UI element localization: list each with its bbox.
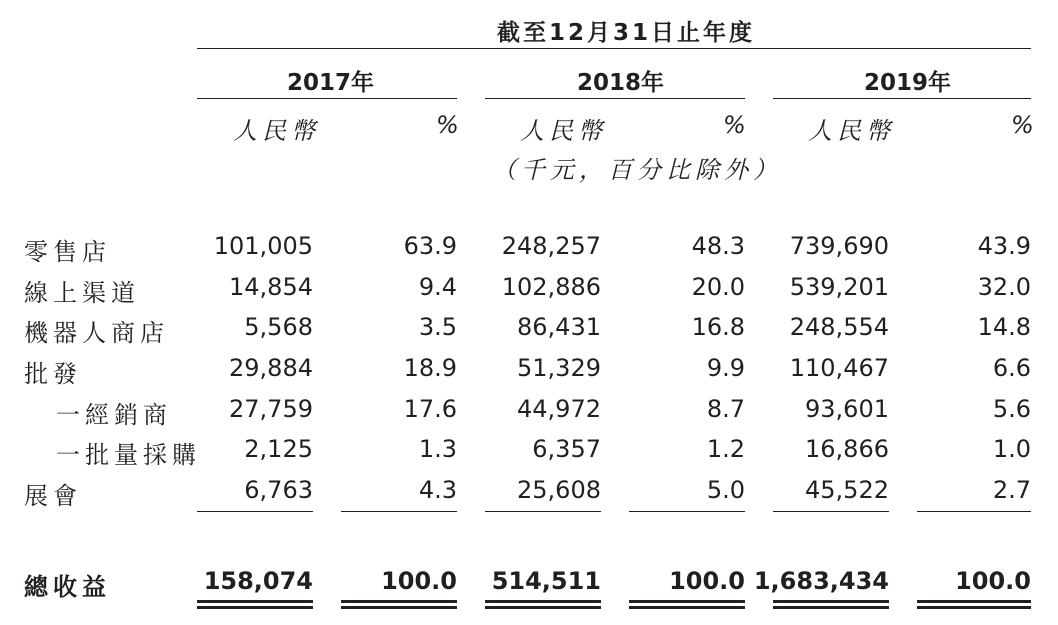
total-double-rule-2019-amount bbox=[773, 600, 889, 609]
cell-2018-pct: 48.3 bbox=[691, 232, 745, 260]
row-label: 線上渠道 bbox=[24, 279, 140, 307]
cell-2019-pct: 14.8 bbox=[977, 313, 1031, 341]
row-label: 展會 bbox=[24, 482, 82, 510]
cell-2018-pct: 1.2 bbox=[706, 435, 745, 463]
row-label: 一批量採購 bbox=[56, 441, 201, 469]
year-2017-rule bbox=[197, 98, 457, 99]
total-2019-amount: 1,683,434 bbox=[753, 567, 889, 595]
row-label: 批發 bbox=[24, 360, 82, 388]
year-2019-header: 2019年 bbox=[864, 70, 952, 96]
cell-2018-amount: 6,357 bbox=[532, 435, 601, 463]
cell-2019-amount: 248,554 bbox=[789, 313, 889, 341]
cell-2018-pct: 20.0 bbox=[691, 273, 745, 301]
cell-2019-amount: 739,690 bbox=[789, 232, 889, 260]
total-2018-amount: 514,511 bbox=[491, 567, 601, 595]
cell-2019-pct: 32.0 bbox=[977, 273, 1031, 301]
cell-2019-amount: 93,601 bbox=[805, 395, 889, 423]
total-2019-pct: 100.0 bbox=[955, 567, 1031, 595]
cell-2019-amount: 16,866 bbox=[805, 435, 889, 463]
cell-2019-pct: 5.6 bbox=[992, 395, 1031, 423]
cell-2018-amount: 102,886 bbox=[501, 273, 601, 301]
subtotal-rule-2018-pct bbox=[629, 511, 745, 512]
currency-label-2019: 人民幣 bbox=[808, 117, 895, 145]
cell-2018-amount: 51,329 bbox=[517, 354, 601, 382]
year-2018-rule bbox=[485, 98, 745, 99]
cell-2017-pct: 4.3 bbox=[418, 476, 457, 504]
total-double-rule-2018-amount bbox=[485, 600, 601, 609]
total-double-rule-2017-amount bbox=[197, 600, 313, 609]
cell-2017-pct: 17.6 bbox=[403, 395, 457, 423]
cell-2017-amount: 2,125 bbox=[244, 435, 313, 463]
total-label: 總收益 bbox=[24, 573, 111, 601]
cell-2019-pct: 43.9 bbox=[977, 232, 1031, 260]
cell-2017-pct: 18.9 bbox=[403, 354, 457, 382]
cell-2017-amount: 5,568 bbox=[244, 313, 313, 341]
total-double-rule-2017-pct bbox=[341, 600, 457, 609]
cell-2017-pct: 3.5 bbox=[418, 313, 457, 341]
subtotal-rule-2017-pct bbox=[341, 511, 457, 512]
cell-2018-pct: 5.0 bbox=[706, 476, 745, 504]
cell-2019-amount: 110,467 bbox=[789, 354, 889, 382]
subtotal-rule-2018-amount bbox=[485, 511, 601, 512]
percent-label-2019: % bbox=[1011, 111, 1039, 139]
percent-label-2018: % bbox=[723, 111, 751, 139]
year-2017-header: 2017年 bbox=[287, 70, 375, 96]
period-rule bbox=[197, 48, 1031, 49]
row-label: 機器人商店 bbox=[24, 319, 169, 347]
period-header: 截至12月31日止年度 bbox=[497, 20, 756, 46]
total-double-rule-2018-pct bbox=[629, 600, 745, 609]
cell-2019-pct: 1.0 bbox=[992, 435, 1031, 463]
cell-2017-amount: 27,759 bbox=[229, 395, 313, 423]
cell-2018-pct: 8.7 bbox=[706, 395, 745, 423]
year-2019-rule bbox=[773, 98, 1031, 99]
cell-2019-pct: 2.7 bbox=[992, 476, 1031, 504]
cell-2018-amount: 25,608 bbox=[517, 476, 601, 504]
year-2018-header: 2018年 bbox=[577, 70, 665, 96]
subtotal-rule-2017-amount bbox=[197, 511, 313, 512]
cell-2018-amount: 86,431 bbox=[517, 313, 601, 341]
row-label: 一經銷商 bbox=[56, 401, 172, 429]
cell-2017-pct: 63.9 bbox=[403, 232, 457, 260]
cell-2017-amount: 6,763 bbox=[244, 476, 313, 504]
cell-2019-amount: 539,201 bbox=[789, 273, 889, 301]
cell-2017-amount: 29,884 bbox=[229, 354, 313, 382]
total-2017-amount: 158,074 bbox=[203, 567, 313, 595]
percent-label-2017: % bbox=[436, 111, 464, 139]
total-2018-pct: 100.0 bbox=[669, 567, 745, 595]
total-2017-pct: 100.0 bbox=[381, 567, 457, 595]
row-label: 零售店 bbox=[24, 238, 111, 266]
currency-label-2017: 人民幣 bbox=[233, 117, 320, 145]
cell-2017-pct: 1.3 bbox=[418, 435, 457, 463]
cell-2017-pct: 9.4 bbox=[418, 273, 457, 301]
subtotal-rule-2019-pct bbox=[917, 511, 1031, 512]
cell-2018-pct: 16.8 bbox=[691, 313, 745, 341]
subtotal-rule-2019-amount bbox=[773, 511, 889, 512]
cell-2018-amount: 44,972 bbox=[517, 395, 601, 423]
cell-2018-pct: 9.9 bbox=[706, 354, 745, 382]
cell-2018-amount: 248,257 bbox=[501, 232, 601, 260]
cell-2017-amount: 101,005 bbox=[213, 232, 313, 260]
currency-label-2018: 人民幣 bbox=[520, 117, 607, 145]
cell-2017-amount: 14,854 bbox=[229, 273, 313, 301]
total-double-rule-2019-pct bbox=[917, 600, 1031, 609]
cell-2019-pct: 6.6 bbox=[992, 354, 1031, 382]
cell-2019-amount: 45,522 bbox=[805, 476, 889, 504]
unit-note: （千元，百分比除外） bbox=[492, 156, 782, 184]
